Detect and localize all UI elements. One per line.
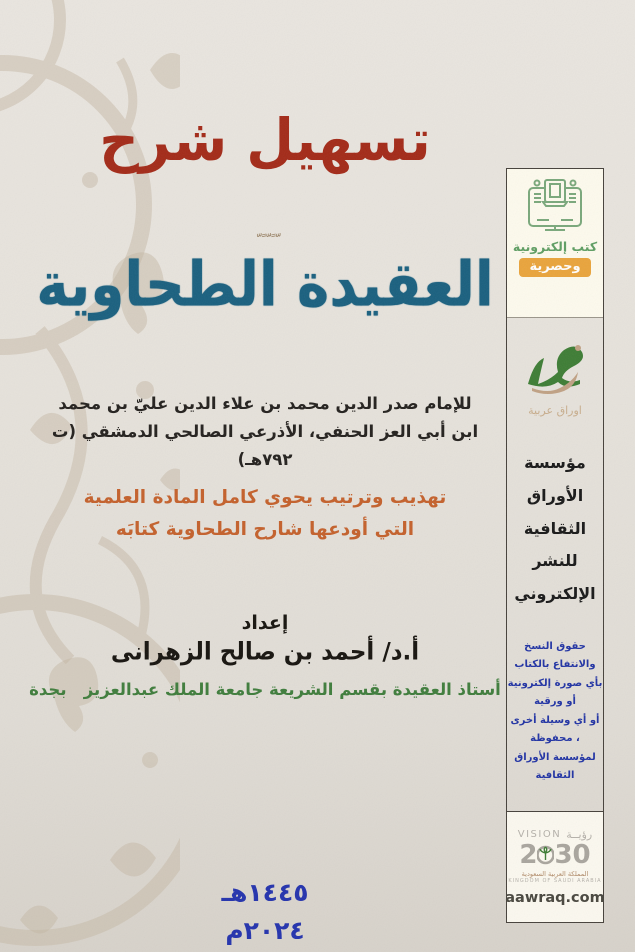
ebook-badge-caption: كتب إلكترونية <box>512 239 598 254</box>
awraq-calligraphy-icon <box>524 344 586 398</box>
publisher-name-line: الثقافية <box>523 518 587 538</box>
preparer-role: أستاذ العقيدة بقسم الشريعة جامعة الملك عبدالعزيز بجدة <box>29 680 501 699</box>
vision-year <box>519 842 590 868</box>
vision-year-left: 2 <box>519 840 538 870</box>
hijri-year: ١٤٤٥هـ <box>221 878 309 907</box>
vision-label-en: VISION <box>517 829 562 840</box>
copyright-line: لمؤسسة الأوراق الثقافية <box>514 751 596 782</box>
vision-label-ar: رؤيــة <box>566 828 593 841</box>
palm-tree-icon <box>537 844 554 866</box>
ebook-badge <box>507 169 603 318</box>
prepared-by-label: إعداد <box>241 612 289 634</box>
vision-year-right: 30 <box>554 840 591 870</box>
copyright-line: بأي صورة إلكترونية أو ورقية <box>507 677 603 708</box>
author-block <box>25 390 505 474</box>
publisher-name-line: الإلكتروني <box>514 584 596 604</box>
monitor-book-icon <box>523 178 587 236</box>
prepared-by-block <box>25 612 505 699</box>
publisher-name-line: للنشر <box>532 551 578 571</box>
publisher-name-line: الأوراق <box>526 485 584 505</box>
author-line-1: للإمام صدر الدين محمد بن علاء الدين عليّ بن محمد <box>58 394 472 413</box>
series-title: تسهيل شرح <box>99 106 431 174</box>
publisher-name <box>507 447 603 611</box>
subtitle-block <box>25 482 505 547</box>
main-title: العقيدة الطحاوية <box>36 248 494 320</box>
author-line-2: ابن أبي العز الحنفي، الأذرعي الصالحي الدمشقي (ت ٧٩٢هـ) <box>51 422 479 470</box>
subtitle-line-1: تهذيب وترتيب يحوي كامل المادة العلمية <box>83 487 447 508</box>
country-name-en: KINGDOM OF SAUDI ARABIA <box>508 878 602 884</box>
country-name-ar: المملكة العربية السعودية <box>521 870 589 878</box>
awraq-logo <box>507 344 603 417</box>
publisher-name-line: مؤسسة <box>524 453 586 472</box>
publisher-sidebar <box>506 168 604 923</box>
exclusive-badge: وحصرية <box>519 258 590 277</box>
copyright-line: أو أي وسيلة أخرى ، محفوظة <box>510 714 600 745</box>
vision2030-box <box>507 811 603 922</box>
copyright-line: حقوق النسخ والانتفاع بالكتاب <box>514 640 596 671</box>
publication-year-block <box>120 874 410 949</box>
copyright-notice <box>507 638 603 786</box>
title-diacritics: ّ ً ّ ً ّ <box>255 232 275 250</box>
gregorian-year: ٢٠٢٤م <box>225 915 305 945</box>
publisher-website: aawraq.com <box>505 890 605 906</box>
awraq-logo-text: اوراق عربية <box>528 404 582 417</box>
preparer-name: أ.د/ أحمد بن صالح الزهرانى <box>110 638 420 666</box>
subtitle-line-2: التي أودعها شارح الطحاوية كتابَه <box>115 519 415 541</box>
